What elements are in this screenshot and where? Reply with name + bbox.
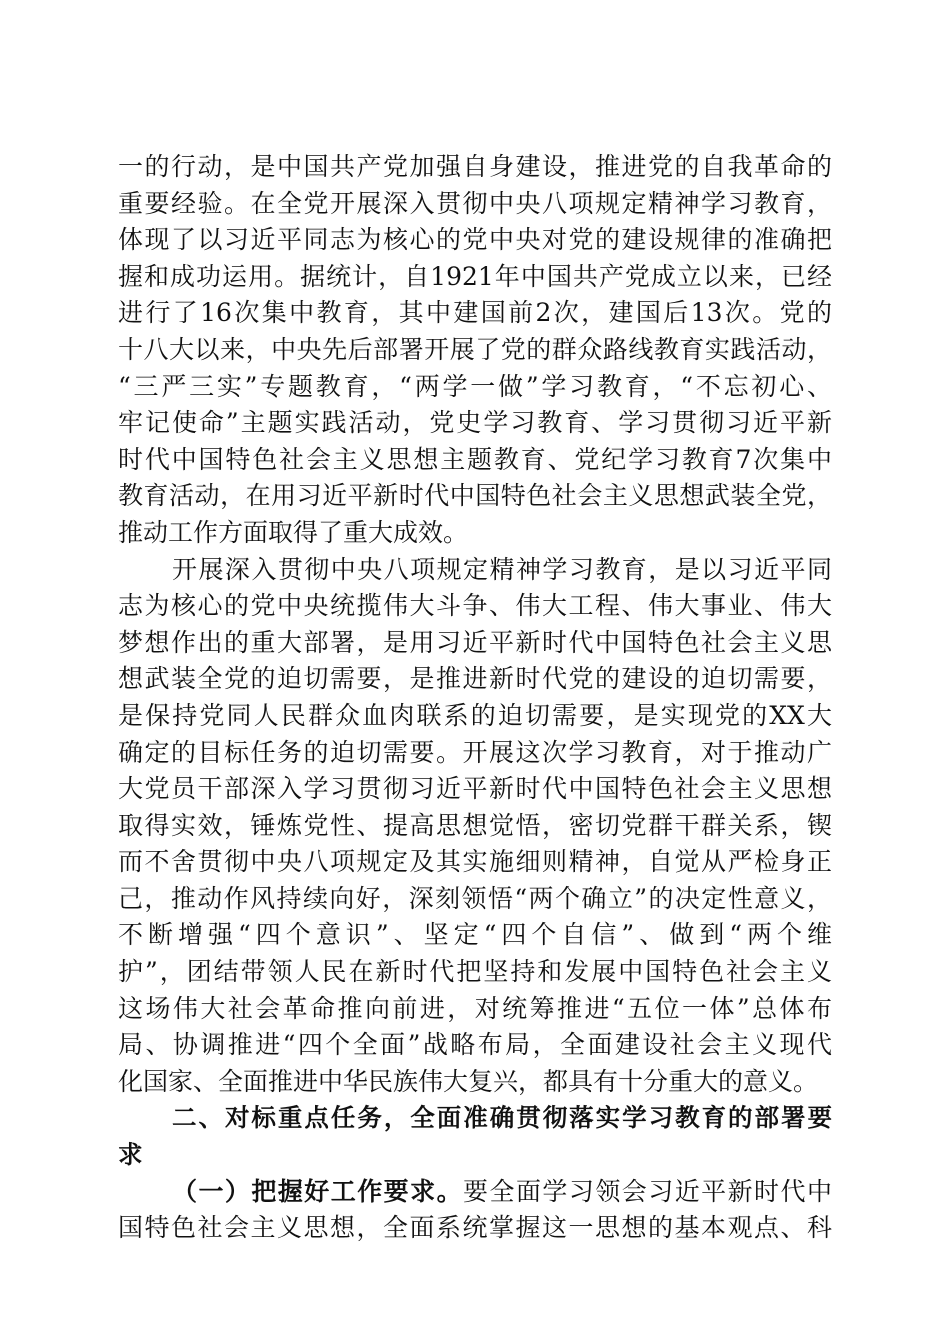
text-line: 大党员干部深入学习贯彻习近平新时代中国特色社会主义思想 [118, 774, 832, 804]
paragraph-1 [118, 149, 832, 552]
text-line: 国特色社会主义思想，全面系统掌握这一思想的基本观点、科 [118, 1213, 832, 1243]
section-heading [118, 1100, 832, 1173]
text-line: 这场伟大社会革命推向前进，对统筹推进“五位一体”总体布 [118, 993, 832, 1023]
text-line: 一的行动，是中国共产党加强自身建设，推进党的自我革命的 [118, 152, 832, 181]
document-body [118, 149, 832, 1247]
paragraph-2 [118, 552, 832, 1101]
text-line: 取得实效，锤炼党性、提高思想觉悟，密切党群干群关系，锲 [118, 810, 832, 840]
text-line: 体现了以习近平同志为核心的党中央对党的建设规律的准确把 [118, 225, 832, 255]
text-run: 要全面学习领会习近平新时代中 [463, 1176, 832, 1206]
text-line: 而不舍贯彻中央八项规定及其实施细则精神，自觉从严检身正 [118, 847, 832, 877]
text-line: “三严三实”专题教育，“两学一做”学习教育，“不忘初心、 [118, 371, 832, 401]
text-line: 推动工作方面取得了重大成效。 [118, 517, 469, 547]
text-line: 开展深入贯彻中央八项规定精神学习教育，是以习近平同 [172, 554, 832, 584]
text-line: 时代中国特色社会主义思想主题教育、党纪学习教育7次集中 [118, 444, 832, 474]
text-line: 教育活动，在用习近平新时代中国特色社会主义思想武装全党， [118, 481, 832, 511]
text-line: 护”，团结带领人民在新时代把坚持和发展中国特色社会主义 [118, 957, 832, 987]
text-line: 想武装全党的迫切需要，是推进新时代党的建设的迫切需要， [118, 664, 832, 694]
text-line: 确定的目标任务的迫切需要。开展这次学习教育，对于推动广 [118, 737, 832, 767]
text-line [118, 1174, 832, 1211]
text-line: 握和成功运用。据统计，自1921年中国共产党成立以来，已经 [118, 261, 832, 291]
heading-line: 求 [118, 1140, 143, 1170]
text-line: 梦想作出的重大部署，是用习近平新时代中国特色社会主义思 [118, 627, 832, 657]
text-line: 志为核心的党中央统揽伟大斗争、伟大工程、伟大事业、伟大 [118, 591, 832, 621]
text-line: 局、协调推进“四个全面”战略布局，全面建设社会主义现代 [118, 1030, 832, 1060]
text-line: 己，推动作风持续向好，深刻领悟“两个确立”的决定性意义， [118, 883, 832, 913]
heading-line: 二、对标重点任务，全面准确贯彻落实学习教育的部署要 [172, 1103, 832, 1133]
paragraph-3 [118, 1174, 832, 1247]
text-line: 不断增强“四个意识”、坚定“四个自信”、做到“两个维 [118, 920, 832, 950]
text-line: 重要经验。在全党开展深入贯彻中央八项规定精神学习教育， [118, 188, 832, 218]
text-line: 是保持党同人民群众血肉联系的迫切需要，是实现党的XX大 [118, 700, 832, 730]
text-line: 化国家、全面推进中华民族伟大复兴，都具有十分重大的意义。 [118, 1066, 819, 1096]
text-line: 进行了16次集中教育，其中建国前2次，建国后13次。党的 [118, 298, 832, 328]
subheading: （一）把握好工作要求。 [172, 1176, 464, 1206]
text-line: 牢记使命”主题实践活动，党史学习教育、学习贯彻习近平新 [118, 408, 832, 438]
text-line: 十八大以来，中央先后部署开展了党的群众路线教育实践活动， [118, 334, 832, 364]
